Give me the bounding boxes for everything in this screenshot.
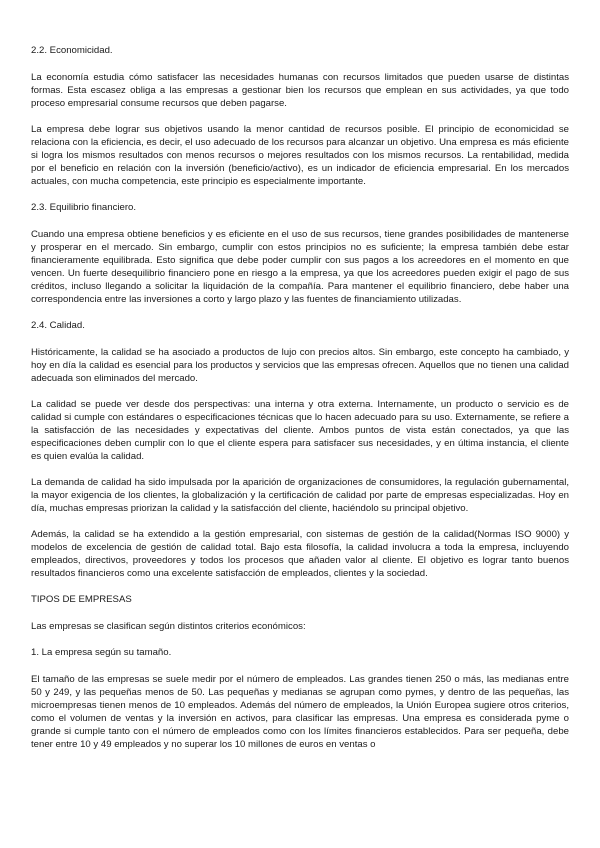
paragraph: La demanda de calidad ha sido impulsada por la aparición de organizaciones de consumidores, la regulación gubernamental, la mayor exigencia de los clientes, la globalización y la certificación de calidad por parte de empresas especializadas. Hoy en día, muchas empresas priorizan la calidad y la satisfacción del cliente, haciéndolo su principal objetivo. <box>31 477 569 514</box>
paragraph: El tamaño de las empresas se suele medir por el número de empleados. Las grandes tienen 250 o más, las medianas entre 50 y 249, y las pequeñas menos de 50. Las pequeñas y medianas se agrupan como pymes, y dentro de las pequeñas, las microempresas tienen menos de 10 empleados. Además del número de empleados, la Unión Europea sugiere otros criterios, como el volumen de ventas y la inversión en activos, para clasificar las empresas. Una empresa es considerada pyme o grande si cumple tanto con el número de empleados como con los límites financieros establecidos. Para ser pequeña, debe tener entre 10 y 49 empleados y no superar los 10 millones de euros en ventas o <box>31 674 569 750</box>
paragraph: Además, la calidad se ha extendido a la gestión empresarial, con sistemas de gestión de la calidad(Normas ISO 9000) y modelos de excelencia de gestión de calidad total. Bajo esta filosofía, la calidad involucra a toda la empresa, incluyendo empleados, directivos, proveedores y todos los procesos que añaden valor al cliente. El objetivo es lograr tanto buenos resultados financieros como una excelente satisfacción de empleados, clientes y la sociedad. <box>31 529 569 579</box>
section-heading-economicidad: 2.2. Economicidad. <box>31 45 113 56</box>
paragraph: Históricamente, la calidad se ha asociado a productos de lujo con precios altos. Sin embargo, este concepto ha cambiado, y hoy en día la calidad es esencial para los productos y servicios que las empresas ofrecen. Aquellos que no tienen una calidad adecuada son eliminados del mercado. <box>31 347 569 384</box>
paragraph: La calidad se puede ver desde dos perspectivas: una interna y otra externa. Internamente, un producto o servicio es de calidad si cumple con estándares o especificaciones técnicas que lo hacen adecuado para su uso. Externamente, se refiere a la satisfacción de las necesidades y expectativas del cliente. Ambos puntos de vista están conectados, ya que las especificaciones deben cumplir con lo que el cliente espera para satisfacer sus necesidades, y en última instancia, el cliente es quien evalúa la calidad. <box>31 399 569 462</box>
paragraph: La empresa debe lograr sus objetivos usando la menor cantidad de recursos posible. El principio de economicidad se relaciona con la eficiencia, es decir, el uso adecuado de los recursos para alcanzar un objetivo. Una empresa es más eficiente si logra los mismos resultados con menos recursos o mejores resultados con los mismos recursos. La rentabilidad, medida por el beneficio en relación con la inversión (beneficio/activo), es un indicador de eficiencia empresarial. En los mercados actuales, con mucha competencia, este principio es especialmente importante. <box>31 124 569 187</box>
section-heading-calidad: 2.4. Calidad. <box>31 320 85 331</box>
paragraph: Cuando una empresa obtiene beneficios y es eficiente en el uso de sus recursos, tiene grandes posibilidades de mantenerse y prosperar en el mercado. Sin embargo, cumplir con estos principios no es suficiente; la empresa también debe estar financieramente equilibrada. Esto significa que debe poder cumplir con sus pagos a los acreedores en el momento en que vencen. Un fuerte desequilibrio financiero pone en riesgo a la empresa, ya que los acreedores pueden exigir el pago de sus créditos, incluso llegando a solicitar la liquidación de la compañía. Para mantener el equilibrio financiero, debe haber una correspondencia entre las inversiones a corto y largo plazo y las fuentes de financiamiento utilizadas. <box>31 229 569 305</box>
document-body <box>31 44 569 764</box>
section-heading-empresa-segun-tamano: 1. La empresa según su tamaño. <box>31 647 172 658</box>
section-heading-tipos-de-empresas: TIPOS DE EMPRESAS <box>31 594 132 605</box>
paragraph: Las empresas se clasifican según distintos criterios económicos: <box>31 621 306 632</box>
section-heading-equilibrio-financiero: 2.3. Equilibrio financiero. <box>31 202 137 213</box>
paragraph: La economía estudia cómo satisfacer las necesidades humanas con recursos limitados que pueden usarse de distintas formas. Esta escasez obliga a las empresas a gestionar bien los recursos que emplean en sus actividades, ya que todo proceso empresarial consume recursos que deben pagarse. <box>31 72 569 109</box>
